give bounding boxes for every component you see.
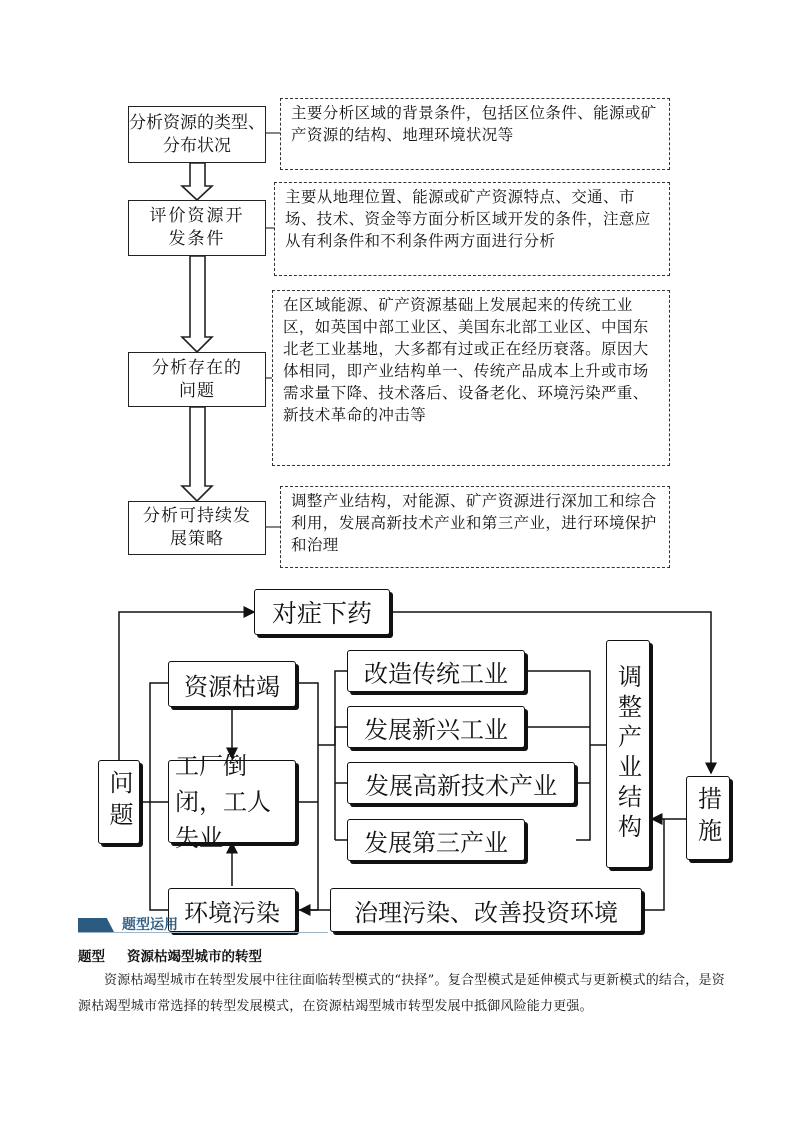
govern-label: 治理污染、改善投资环境 xyxy=(354,898,618,927)
factory-box xyxy=(168,751,296,852)
detail-box-3 xyxy=(272,290,670,466)
detail-text-4: 调整产业结构，对能源、矿产资源进行深加工和综合利用，发展高新技术产业和第三产业，进行环境保护和治理 xyxy=(291,492,657,554)
step-box-2 xyxy=(128,200,266,256)
arrow-top-to-measures xyxy=(390,612,711,773)
problem-box xyxy=(98,760,140,844)
section-tag-underline xyxy=(78,932,328,933)
detail-box-1 xyxy=(280,98,670,170)
problem-label: 问题 xyxy=(105,770,133,834)
step-box-3 xyxy=(128,352,266,407)
step-label-3: 分析存在的问题 xyxy=(152,357,242,401)
industry-label-2: 发展新兴工业 xyxy=(364,715,508,744)
detail-box-2 xyxy=(274,182,670,276)
adjust-label: 调整产业结构 xyxy=(613,664,642,844)
adjust-box xyxy=(606,640,650,868)
hollow-arrow-3 xyxy=(182,407,212,501)
detail-box-4 xyxy=(280,486,670,568)
industry-box-2 xyxy=(347,706,525,748)
detail-text-3: 在区域能源、矿产资源基础上发展起来的传统工业区，如英国中部工业区、美国东北部工业区、中国东北老工业基地，大多都有过或正在经历衰落。原因大体相同，即产业结构单一、传统产品成本上升或市场需求量下降、技术落后、设备老化、环境污染严重、新技术革命的冲击等 xyxy=(283,296,649,424)
industry-label-4: 发展第三产业 xyxy=(364,828,508,857)
resource-label: 资源枯竭 xyxy=(184,672,280,701)
measures-box xyxy=(686,776,730,860)
industry-box-1 xyxy=(347,650,525,692)
step-label-4: 分析可持续发展策略 xyxy=(143,506,251,549)
bracket-left-vertical xyxy=(296,683,318,910)
industry-label-1: 改造传统工业 xyxy=(364,659,508,688)
line-problem-environment xyxy=(150,802,168,910)
bracket-industries xyxy=(318,671,347,745)
section-title: 资源枯竭型城市的转型 xyxy=(127,949,262,965)
bracket-right xyxy=(526,671,590,840)
line-problem-resource xyxy=(150,683,168,802)
govern-box xyxy=(330,888,642,932)
industry-label-3: 发展高新技术产业 xyxy=(365,771,557,800)
section-tag-text: 题型运用 xyxy=(122,917,178,933)
top-label: 对症下药 xyxy=(271,599,372,628)
detail-text-2: 主要从地理位置、能源或矿产资源特点、交通、市场、技术、资金等方面分析区域开发的条件，注意应从有利条件和不利条件两方面进行分析 xyxy=(285,188,651,250)
section-paragraph: 资源枯竭型城市在转型发展中往往面临转型模式的“抉择”。复合型模式是延伸模式与更新模式的结合，是资源枯竭型城市常选择的转型发展模式，在资源枯竭型城市转型发展中抵御风险能力更强。 xyxy=(78,973,725,1014)
industry-box-3 xyxy=(347,762,575,804)
step-box-4 xyxy=(128,501,266,555)
section-tag xyxy=(78,914,318,934)
section-tag-bar xyxy=(78,918,114,932)
section-heading xyxy=(78,945,262,965)
detail-text-1: 主要分析区域的背景条件，包括区位条件、能源或矿产资源的结构、地理环境状况等 xyxy=(291,104,657,144)
step-label-2: 评价资源开发条件 xyxy=(149,206,245,249)
industry-box-4 xyxy=(347,819,525,861)
top-box xyxy=(254,589,390,635)
factory-label: 工厂倒闭，工人失业 xyxy=(175,751,271,852)
environment-label: 环境污染 xyxy=(184,898,280,927)
section-label: 题型 xyxy=(78,949,105,965)
resource-box xyxy=(168,661,296,707)
hollow-arrow-1 xyxy=(182,163,212,200)
step-label-1: 分析资源的类型、分布状况 xyxy=(129,112,265,156)
measures-label: 措施 xyxy=(693,786,722,850)
step-box-1 xyxy=(128,106,266,163)
hollow-arrow-2 xyxy=(182,256,212,352)
